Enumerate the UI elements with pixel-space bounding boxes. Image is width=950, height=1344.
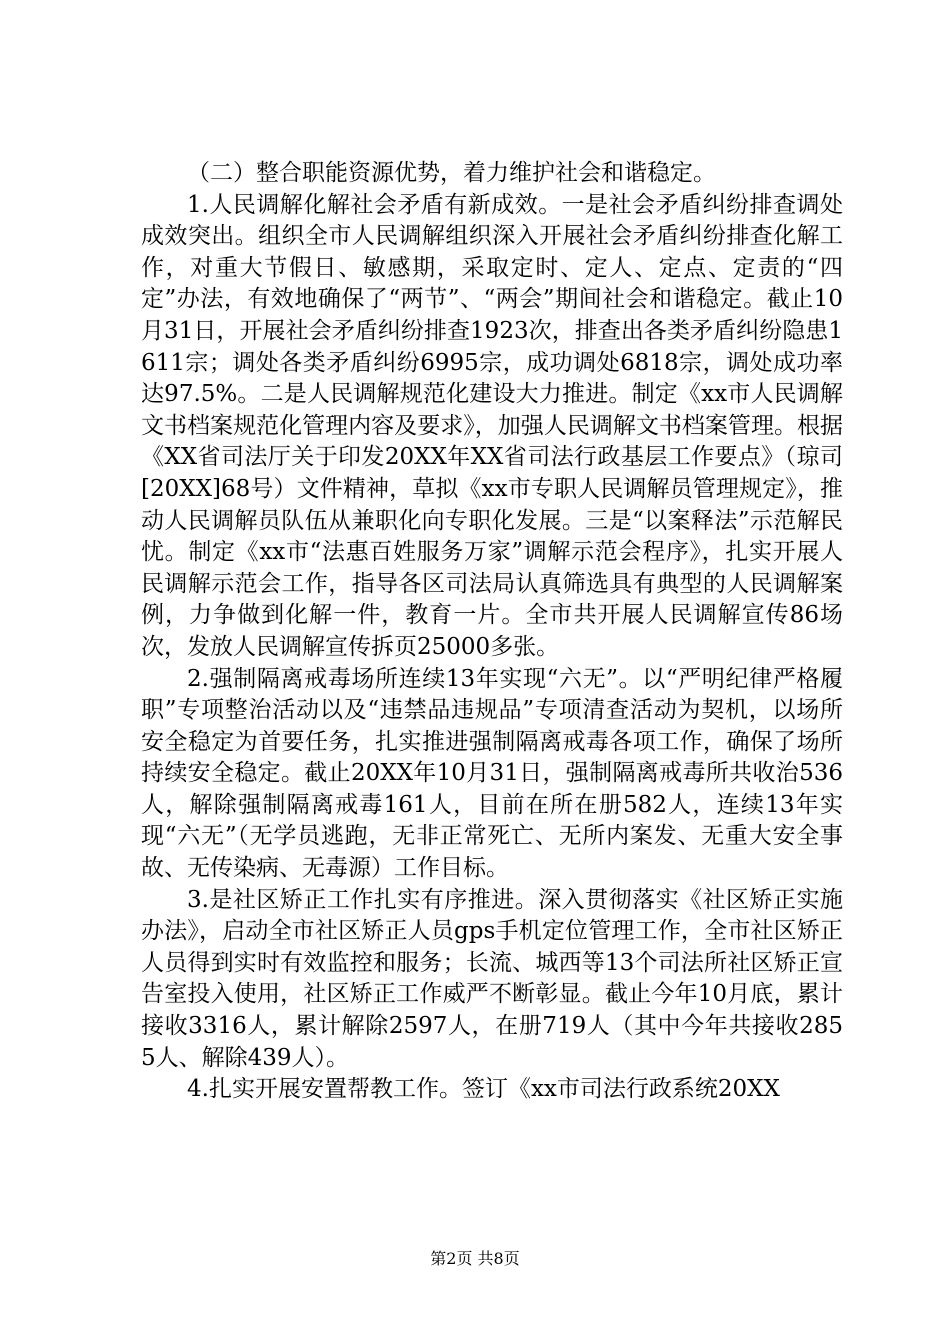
- page-number-footer: 第2页 共8页: [430, 1249, 520, 1268]
- paragraph-resettlement: 4.扎实开展安置帮教工作。签订《xx市司法行政系统20XX: [187, 1076, 780, 1103]
- document-body: [141, 158, 843, 1106]
- paragraph-drug-rehab: 2.强制隔离戒毒场所连续13年实现“六无”。以“严明纪律严格履职”专项整治活动以及“违禁品违规品”专项清查活动为契机，以场所安全稳定为首要任务，扎实推进强制隔离戒毒各项工作，确保了场所持续安全稳定。截止20XX年10月31日，强制隔离戒毒所共收治536人，解除强制隔离戒毒161人，目前在所在册582人，连续13年实现“六无”（无学员逃跑，无非正常死亡、无所内案发、无重大安全事故、无传染病、无毒源）工作目标。: [141, 665, 843, 882]
- paragraph-people-mediation: 1.人民调解化解社会矛盾有新成效。一是社会矛盾纠纷排查调处成效突出。组织全市人民调解组织深入开展社会矛盾纠纷排查化解工作，对重大节假日、敏感期，采取定时、定人、定点、定责的“四定”办法，有效地确保了“两节”、“两会”期间社会和谐稳定。截止10月31日，开展社会矛盾纠纷排查1923次，排查出各类矛盾纠纷隐患1611宗；调处各类矛盾纠纷6995宗，成功调处6818宗，调处成功率达97.5%。二是人民调解规范化建设大力推进。制定《xx市人民调解文书档案规范化管理内容及要求》，加强人民调解文书档案管理。根据《XX省司法厅关于印发20XX年XX省司法行政基层工作要点》（琼司[20XX]68号）文件精神，草拟《xx市专职人民调解员管理规定》，推动人民调解员队伍从兼职化向专职化发展。三是“以案释法”示范解民忧。制定《xx市“法惠百姓服务万家”调解示范会程序》，扎实开展人民调解示范会工作，指导各区司法局认真筛选具有典型的人民调解案例，力争做到化解一件，教育一片。全市共开展人民调解宣传86场次，发放人民调解宣传拆页25000多张。: [141, 191, 843, 660]
- section-heading: （二）整合职能资源优势，着力维护社会和谐稳定。: [187, 160, 716, 186]
- paragraph-community-correction: 3.是社区矫正工作扎实有序推进。深入贯彻落实《社区矫正实施办法》，启动全市社区矫正人员gps手机定位管理工作，全市社区矫正人员得到实时有效监控和服务；长流、城西等13个司法所社区矫正宣告室投入使用，社区矫正工作威严不断彰显。截止今年10月底，累计接收3316人，累计解除2597人，在册719人（其中今年共接收2855人、解除439人）。: [141, 886, 843, 1071]
